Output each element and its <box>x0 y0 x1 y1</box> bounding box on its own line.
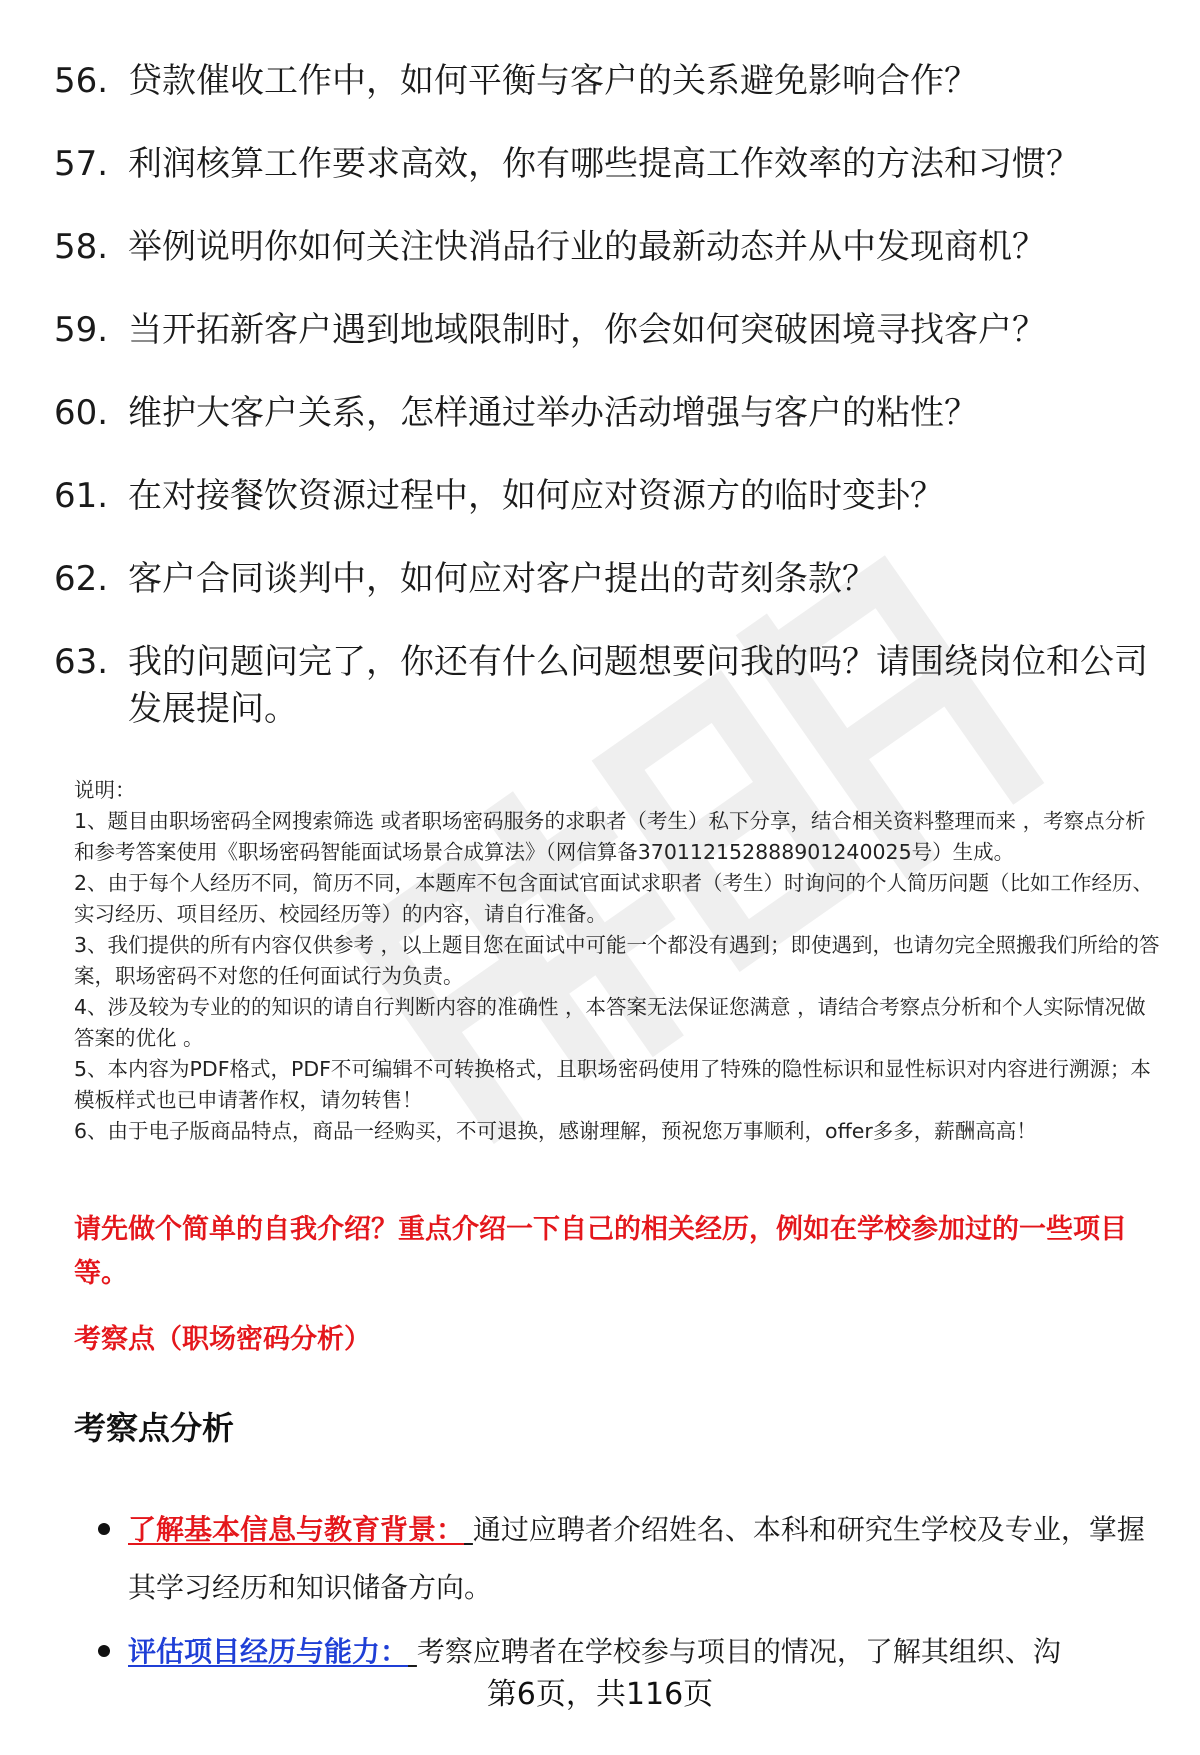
question-item <box>54 141 1164 188</box>
question-number: 59. <box>54 310 109 350</box>
question-list <box>54 58 1164 769</box>
analysis-heading: 考察点分析 <box>74 1409 235 1447</box>
bullet-dot-icon <box>98 1645 110 1657</box>
question-text: 客户合同谈判中，如何应对客户提出的苛刻条款？ <box>128 559 876 599</box>
note-item: 3、我们提供的所有内容仅供参考 ，以上题目您在面试中可能一个都没有遇到；即使遇到，也请勿完全照搬我们所给的答案，职场密码不对您的任何面试行为负责。 <box>74 933 1160 988</box>
question-number: 56. <box>54 61 109 101</box>
question-number: 63. <box>54 642 109 682</box>
question-number: 62. <box>54 559 109 599</box>
bullet-label: 了解基本信息与教育背景： <box>128 1513 465 1546</box>
question-item <box>54 390 1164 437</box>
analysis-subtitle: 考察点（职场密码分析） <box>74 1324 371 1355</box>
bullet-text: 考察应聘者在学校参与项目的情况，了解其组织、沟 <box>416 1635 1061 1668</box>
question-text: 在对接餐饮资源过程中，如何应对资源方的临时变卦？ <box>128 476 944 516</box>
note-item: 1、题目由职场密码全网搜索筛选 或者职场密码服务的求职者（考生）私下分享，结合相关资料整理而来 ，考察点分析和参考答案使用《职场密码智能面试场景合成算法》（网信算备370112152888901240025号）生成。 <box>74 809 1146 864</box>
bullet-label: 评估项目经历与能力： <box>128 1635 409 1668</box>
question-text: 贷款催收工作中，如何平衡与客户的关系避免影响合作？ <box>128 61 978 101</box>
note-item: 2、由于每个人经历不同，简历不同，本题库不包含面试官面试求职者（考生）时询问的个人简历问题（比如工作经历、实习经历、项目经历、校园经历等）的内容，请自行准备。 <box>74 871 1154 926</box>
note-item: 4、涉及较为专业的的知识的请自行判断内容的准确性 ，本答案无法保证您满意 ，请结合考察点分析和个人实际情况做答案的优化 。 <box>74 995 1146 1050</box>
question-item <box>54 224 1164 271</box>
question-text: 利润核算工作要求高效，你有哪些提高工作效率的方法和习惯？ <box>128 144 1080 184</box>
question-item <box>54 307 1164 354</box>
question-number: 57. <box>54 144 109 184</box>
analysis-bullet <box>96 1501 1166 1617</box>
question-number: 58. <box>54 227 109 267</box>
question-item <box>54 473 1164 520</box>
question-number: 61. <box>54 476 109 516</box>
page-number: 第6页，共116页 <box>486 1677 714 1712</box>
analysis-bullet-list <box>96 1501 1166 1687</box>
notes-section <box>74 775 1164 1147</box>
highlighted-question: 请先做个简单的自我介绍？重点介绍一下自己的相关经历，例如在学校参加过的一些项目等。 <box>74 1214 1127 1289</box>
bullet-text: 通过应聘者介绍姓名、本科和研究生学校及专业，掌握其学习经历和知识储备方向。 <box>128 1513 1145 1604</box>
note-item: 5、本内容为PDF格式，PDF不可编辑不可转换格式，且职场密码使用了特殊的隐性标识和显性标识对内容进行溯源；本模板样式也已申请著作权，请勿转售！ <box>74 1057 1151 1112</box>
question-item <box>54 639 1164 733</box>
notes-heading: 说明： <box>74 778 136 802</box>
question-number: 60. <box>54 393 109 433</box>
question-text: 维护大客户关系，怎样通过举办活动增强与客户的粘性？ <box>128 393 978 433</box>
question-text: 我的问题问完了，你还有什么问题想要问我的吗？请围绕岗位和公司发展提问。 <box>128 642 1148 729</box>
question-text: 当开拓新客户遇到地域限制时，你会如何突破困境寻找客户？ <box>128 310 1046 350</box>
note-item: 6、由于电子版商品特点，商品一经购买，不可退换，感谢理解，预祝您万事顺利，offer多多，薪酬高高！ <box>74 1119 1037 1143</box>
question-item <box>54 58 1164 105</box>
question-item <box>54 556 1164 603</box>
question-text: 举例说明你如何关注快消品行业的最新动态并从中发现商机？ <box>128 227 1046 267</box>
bullet-dot-icon <box>98 1523 110 1535</box>
